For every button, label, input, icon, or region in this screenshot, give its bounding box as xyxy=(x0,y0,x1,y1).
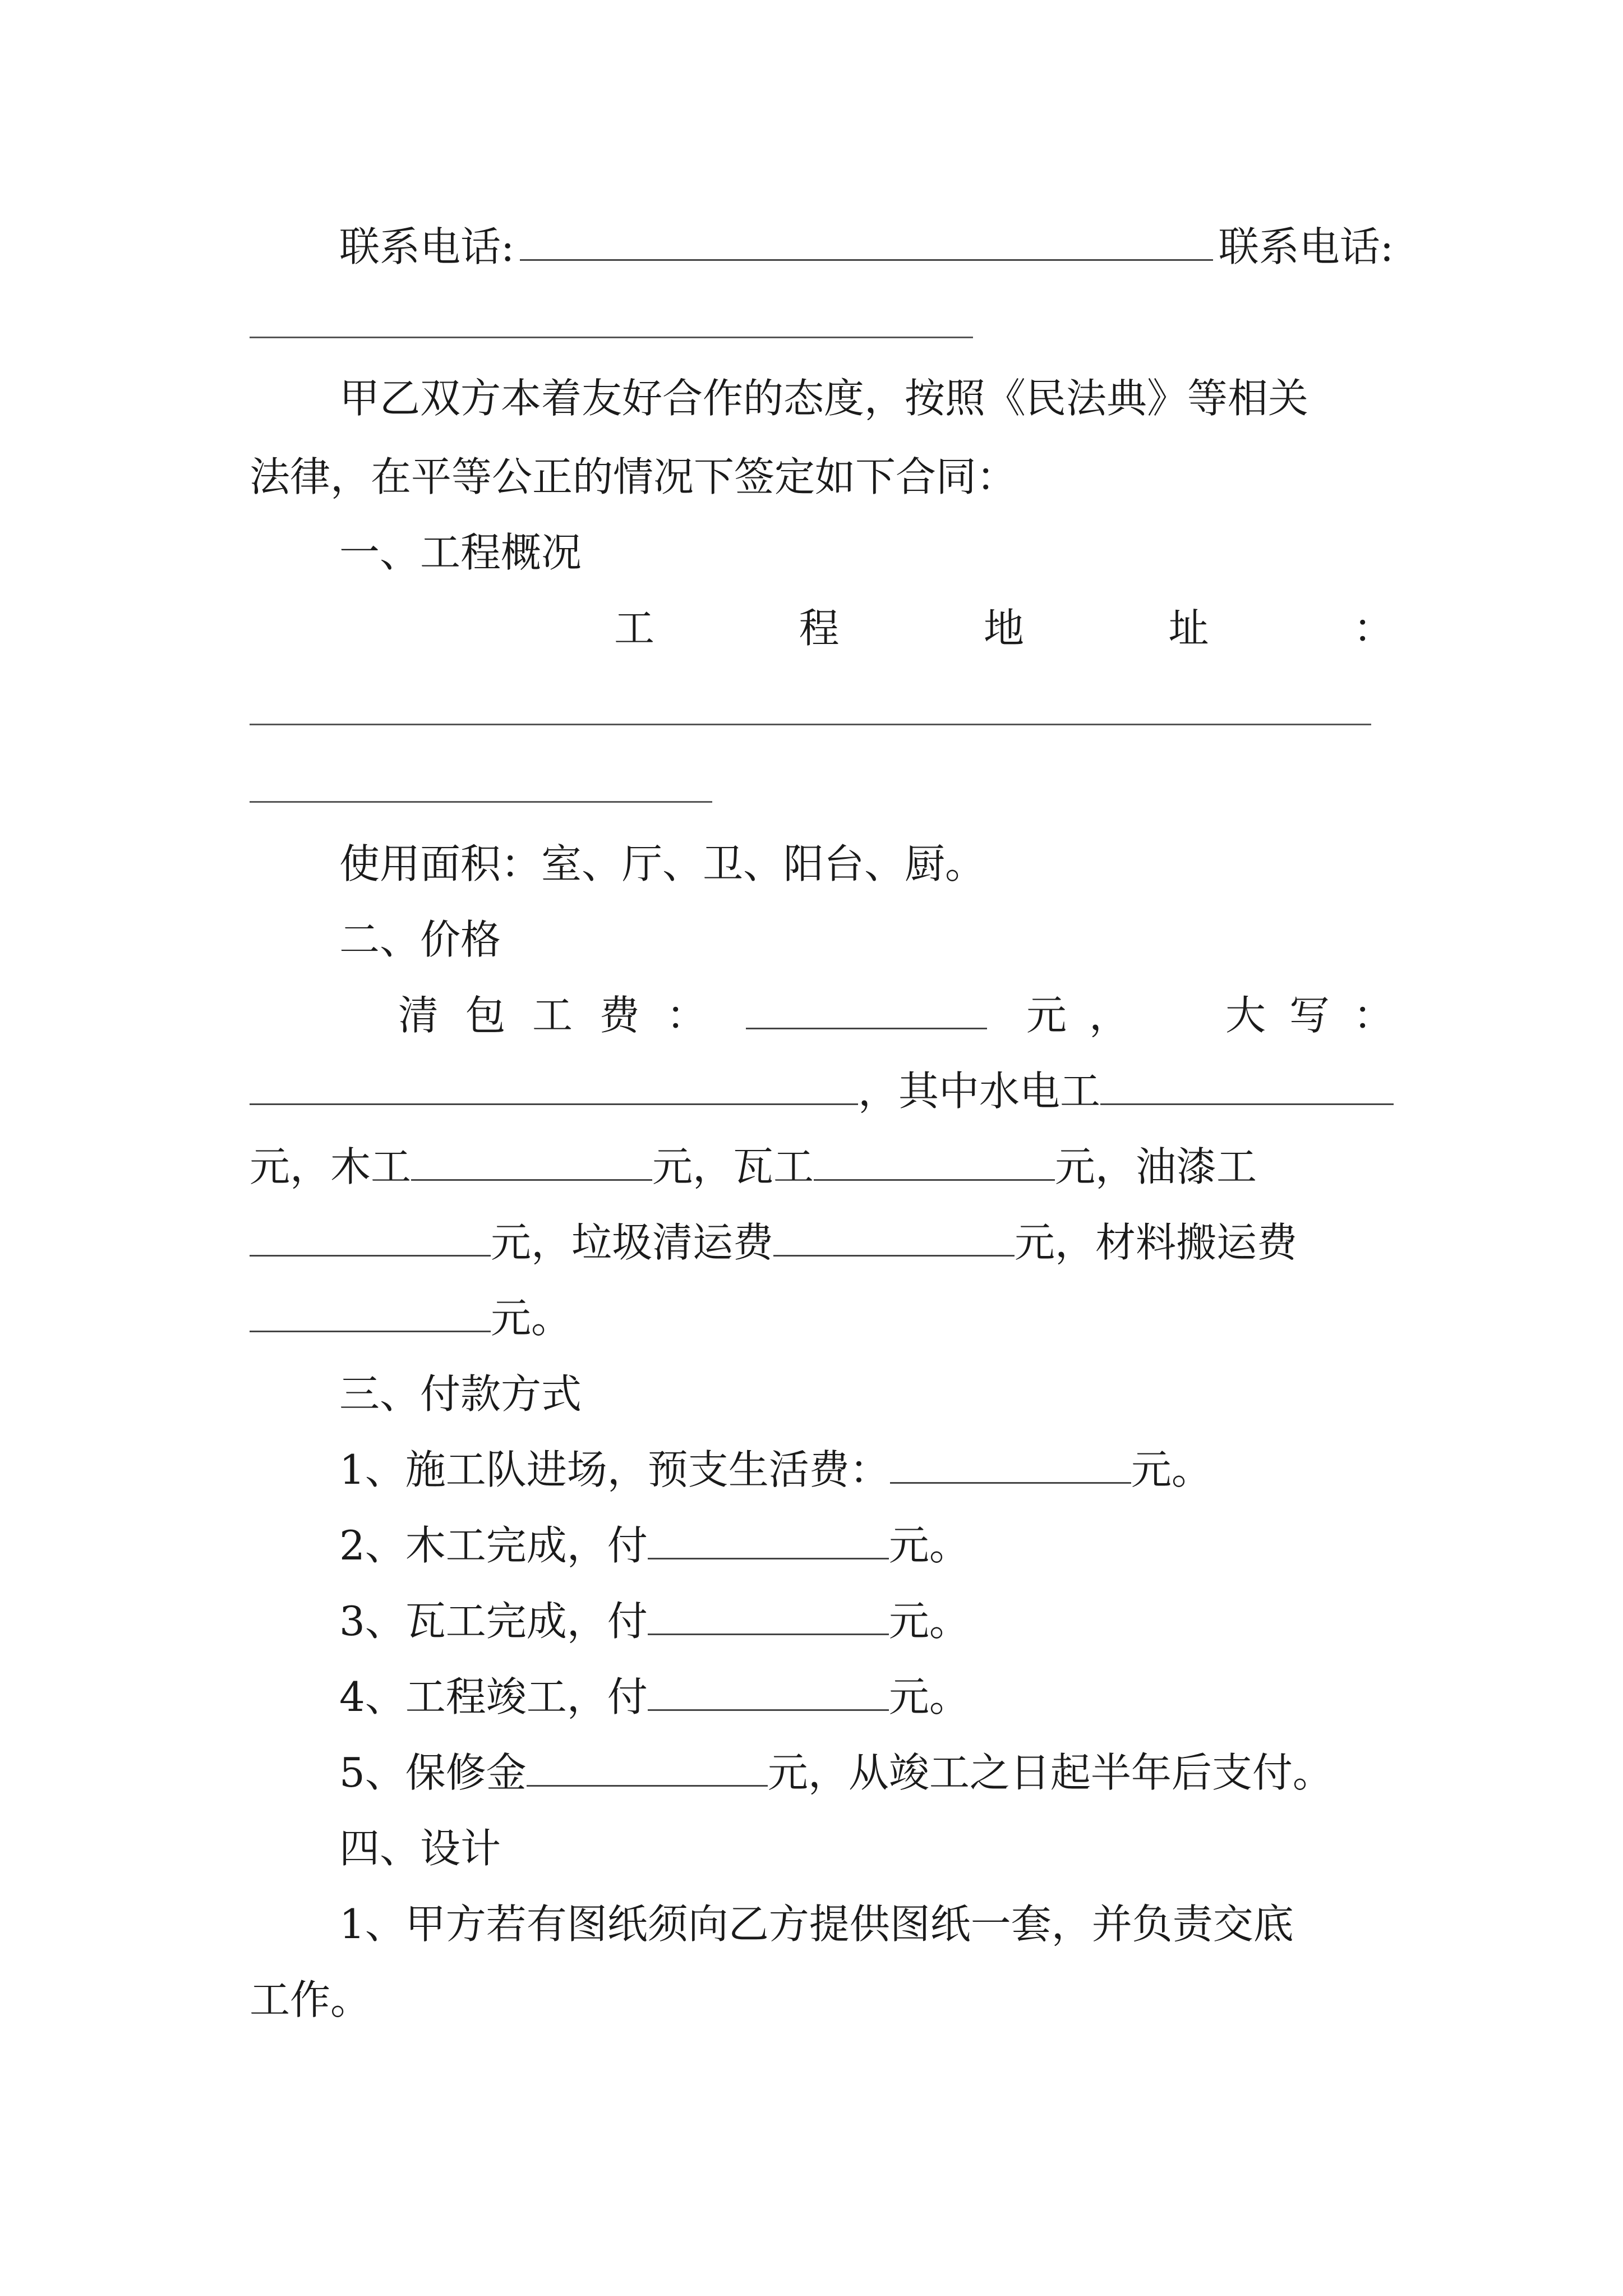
address-char: 址 xyxy=(1168,605,1209,652)
payment-item-3-blank[interactable] xyxy=(648,1602,889,1635)
painting-label: 元，油漆工 xyxy=(1055,1143,1257,1190)
masonry-label: 元，瓦工 xyxy=(652,1143,814,1190)
payment-item-2 xyxy=(339,1517,1394,1573)
fee-char: 清 xyxy=(398,992,439,1039)
water-elec-row xyxy=(250,1063,1394,1119)
masonry-blank[interactable] xyxy=(814,1148,1055,1181)
address-blank-1[interactable] xyxy=(250,724,1371,725)
carpentry-label: 元，木工 xyxy=(250,1143,412,1190)
payment-item-5-text: 5、保修金 xyxy=(339,1749,527,1796)
payment-item-5-blank[interactable] xyxy=(527,1754,768,1787)
address-char: 地 xyxy=(983,605,1024,652)
fee-char: 工 xyxy=(532,992,573,1039)
daxie-char: ： xyxy=(1353,992,1394,1039)
section1-heading: 一、工程概况 xyxy=(339,529,582,576)
carpentry-row xyxy=(250,1139,1394,1195)
section2-heading: 二、价格 xyxy=(339,916,501,963)
payment-item-4-text: 4、工程竣工，付 xyxy=(339,1673,648,1720)
payment-item-1 xyxy=(339,1442,1394,1498)
fee-comma: ， xyxy=(1089,992,1130,1039)
design-item-1-line-2: 工作。 xyxy=(250,1976,371,2023)
payment-item-2-unit: 元。 xyxy=(888,1522,970,1569)
intro-line-1: 甲乙双方本着友好合作的态度，按照《民法典》等相关 xyxy=(339,375,1309,422)
carpentry-blank[interactable] xyxy=(411,1148,652,1181)
fee-char: 费 xyxy=(599,992,640,1039)
fee-blank[interactable] xyxy=(746,996,987,1029)
painting-blank[interactable] xyxy=(250,1223,491,1257)
payment-item-4 xyxy=(339,1669,1394,1725)
section3-heading: 三、付款方式 xyxy=(339,1370,582,1418)
water-elec-label: ，其中水电工 xyxy=(858,1068,1101,1115)
payment-item-3 xyxy=(339,1593,1394,1649)
design-item-1-line-1: 1、甲方若有图纸须向乙方提供图纸一套，并负责交底 xyxy=(339,1901,1294,1948)
garbage-label: 元，垃圾清运费 xyxy=(491,1219,774,1266)
payment-item-4-blank[interactable] xyxy=(648,1678,889,1711)
contact-blank-a[interactable] xyxy=(520,228,1212,261)
fee-yuan: 元 xyxy=(1026,992,1067,1039)
payment-item-1-text: 1、施工队进场，预支生活费： xyxy=(339,1446,890,1493)
payment-item-5-unit: 元，从竣工之日起半年后支付。 xyxy=(767,1749,1333,1796)
moving-end: 元。 xyxy=(491,1295,572,1342)
payment-item-3-unit: 元。 xyxy=(888,1598,970,1645)
address-char: 工 xyxy=(614,605,655,652)
moving-row xyxy=(250,1290,1394,1346)
garbage-blank[interactable] xyxy=(773,1223,1015,1257)
daxie-label xyxy=(1225,987,1394,1043)
contact-row xyxy=(339,219,1394,275)
address-char: ： xyxy=(1353,605,1394,652)
contact-blank-b[interactable] xyxy=(250,337,973,338)
fee-char: ： xyxy=(666,992,707,1039)
payment-item-2-blank[interactable] xyxy=(648,1526,889,1559)
daxie-blank[interactable] xyxy=(250,1072,858,1105)
payment-item-3-text: 3、瓦工完成，付 xyxy=(339,1598,648,1645)
contact-label-b: 联系电话: xyxy=(1218,223,1394,270)
payment-item-4-unit: 元。 xyxy=(888,1673,970,1720)
section4-heading: 四、设计 xyxy=(339,1825,501,1872)
intro-line-2: 法律，在平等公正的情况下签定如下合同： xyxy=(250,453,1017,500)
address-blank-2[interactable] xyxy=(250,801,712,803)
fee-row xyxy=(398,987,1394,1043)
moving-blank[interactable] xyxy=(250,1299,491,1332)
fee-label xyxy=(398,987,707,1043)
payment-item-5 xyxy=(339,1745,1394,1801)
water-elec-blank[interactable] xyxy=(1100,1072,1394,1105)
payment-item-2-text: 2、木工完成，付 xyxy=(339,1522,648,1569)
garbage-row xyxy=(250,1214,1394,1271)
payment-item-1-blank[interactable] xyxy=(890,1451,1131,1484)
address-char: 程 xyxy=(799,605,840,652)
moving-label: 元，材料搬运费 xyxy=(1015,1219,1298,1266)
daxie-char: 大 xyxy=(1225,992,1266,1039)
payment-item-1-unit: 元。 xyxy=(1131,1446,1212,1493)
daxie-char: 写 xyxy=(1289,992,1330,1039)
area-line: 使用面积：室、厅、卫、阳台、厨。 xyxy=(339,840,986,887)
address-label xyxy=(614,600,1394,656)
contact-label-a: 联系电话: xyxy=(339,223,515,270)
fee-char: 包 xyxy=(465,992,506,1039)
